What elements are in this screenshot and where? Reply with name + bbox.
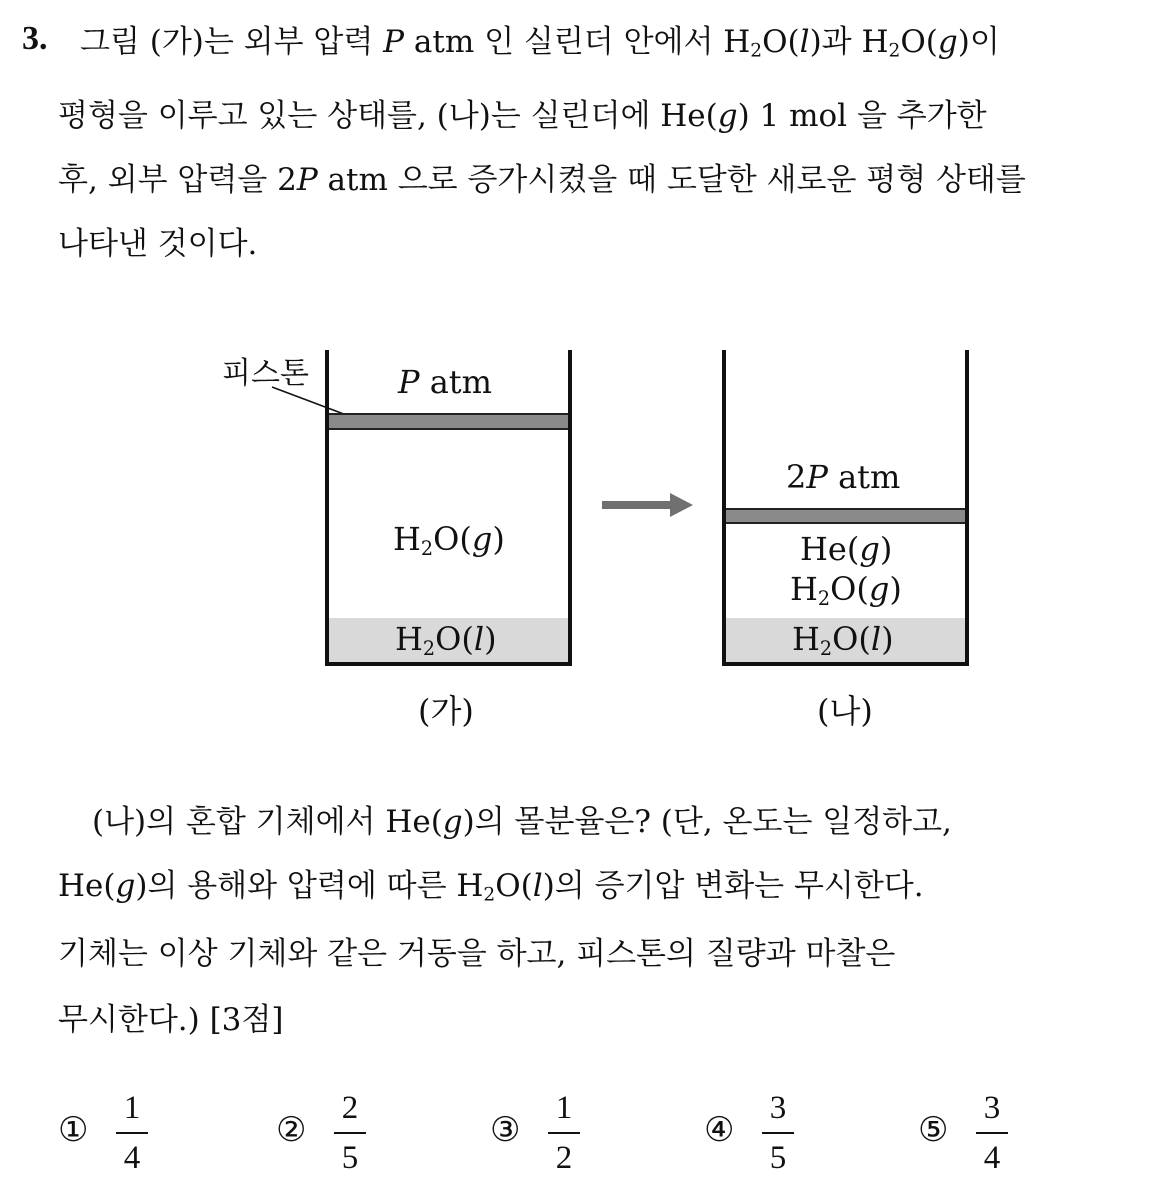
choice-marker: ④: [704, 1110, 735, 1150]
cylinder-figure: [0, 330, 1153, 750]
fraction: 2 5: [334, 1088, 366, 1178]
left-pressure-label: P atm: [398, 363, 492, 401]
left-caption: (가): [418, 692, 474, 730]
piston-label: 피스톤: [222, 356, 309, 391]
left-cylinder-wall-left: [325, 350, 329, 666]
fraction: 3 4: [976, 1088, 1008, 1178]
left-cylinder-wall-right: [568, 350, 572, 666]
stem-line-1: 그림 (가)는 외부 압력 P atm 인 실린더 안에서 $H_2O(l)$과 $H_2O(g)$이: [80, 24, 1000, 62]
piston-pointer-line: [0, 330, 1153, 750]
question-number: 3.: [22, 20, 48, 57]
prompt-line-1: (나)의 혼합 기체에서 He(g)의 몰분율은? (단, 온도는 일정하고,: [92, 804, 952, 840]
right-vapor-label: $H_2O(g)$: [790, 570, 902, 610]
prompt-line-3: 기체는 이상 기체와 같은 거동을 하고, 피스톤의 질량과 마찰은: [58, 936, 896, 972]
answer-choices: [58, 1088, 1058, 1188]
left-piston: [328, 413, 569, 430]
right-caption: (나): [817, 692, 873, 730]
left-cylinder-bottom: [325, 662, 572, 666]
arrow-right-icon: [600, 490, 695, 520]
prompt-line-4: 무시한다.) [3점]: [58, 1002, 284, 1038]
stem-line-3: 후, 외부 압력을 2P atm 으로 증가시켰을 때 도달한 새로운 평형 상태를: [58, 162, 1026, 198]
left-liquid-label: $H_2O(l)$: [395, 620, 497, 660]
right-pressure-label: 2P atm: [786, 458, 901, 496]
fraction: 1 2: [548, 1088, 580, 1178]
right-cylinder-wall-right: [965, 350, 969, 666]
right-cylinder-wall-left: [722, 350, 726, 666]
right-piston: [725, 508, 966, 524]
stem-line-4: 나타낸 것이다.: [58, 226, 258, 262]
choice-marker: ②: [276, 1110, 307, 1150]
choice-marker: ①: [58, 1110, 89, 1150]
fraction: 1 4: [116, 1088, 148, 1178]
right-liquid-label: $H_2O(l)$: [792, 620, 894, 660]
fraction: 3 5: [762, 1088, 794, 1178]
prompt-line-2: He(g)의 용해와 압력에 따른 $H_2O(l)$의 증기압 변화는 무시한다.: [58, 868, 924, 906]
right-cylinder-bottom: [722, 662, 969, 666]
left-vapor-label: $H_2O(g)$: [393, 520, 505, 560]
choice-marker: ⑤: [918, 1110, 949, 1150]
right-helium-label: He(g): [800, 530, 893, 568]
stem-line-2: 평형을 이루고 있는 상태를, (나)는 실린더에 He(g) 1 mol 을 추가한: [58, 98, 987, 134]
choice-marker: ③: [490, 1110, 521, 1150]
